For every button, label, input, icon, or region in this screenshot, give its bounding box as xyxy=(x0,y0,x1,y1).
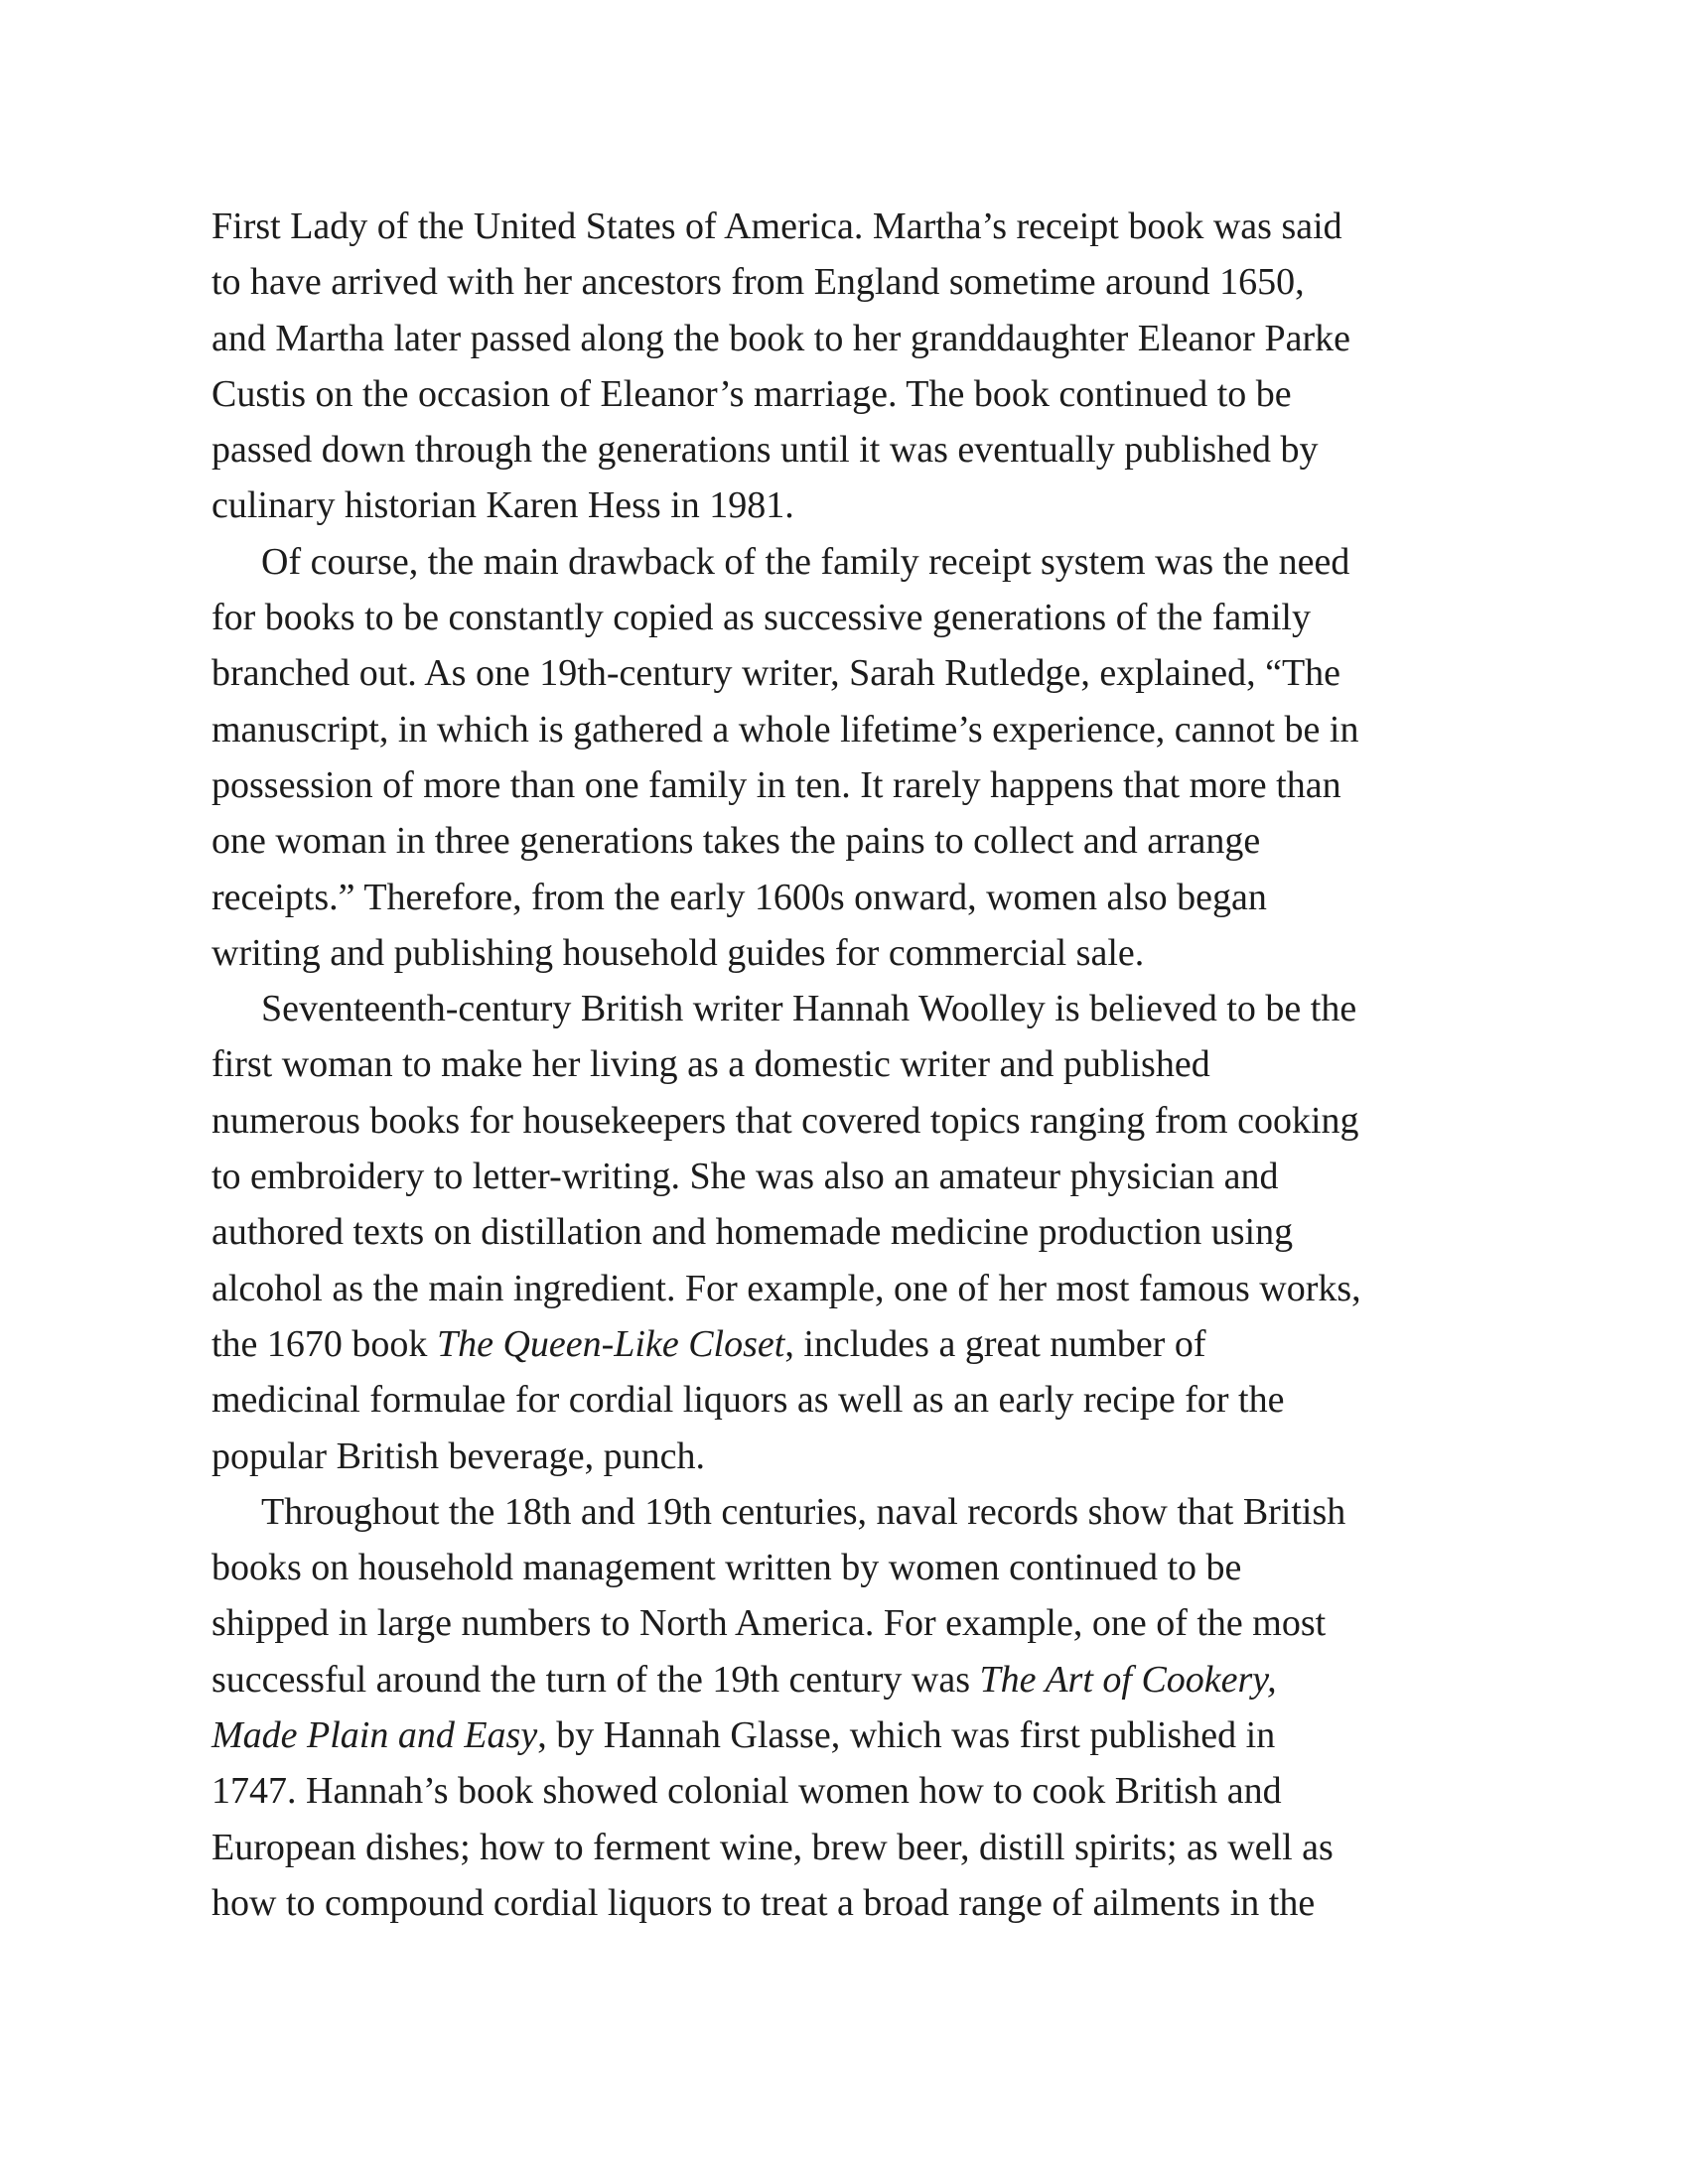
book-title-italic: The Art of Cookery, xyxy=(979,1658,1277,1701)
text-run: authored texts on distillation and homemade medicine production using xyxy=(211,1211,1294,1254)
paragraph xyxy=(211,1484,1492,1931)
text-line xyxy=(211,981,1492,1036)
text-run: alcohol as the main ingredient. For example, one of her most famous works, xyxy=(211,1267,1361,1309)
text-run: possession of more than one family in ten. It rarely happens that more than xyxy=(211,763,1341,806)
text-run: and Martha later passed along the book to her granddaughter Eleanor Parke xyxy=(211,317,1350,359)
text-line xyxy=(211,870,1492,925)
text-line xyxy=(211,254,1492,310)
text-line xyxy=(211,1484,1492,1540)
text-run: to have arrived with her ancestors from England sometime around 1650, xyxy=(211,261,1305,304)
book-title-italic: Made Plain and Easy xyxy=(211,1714,538,1757)
text-line xyxy=(211,311,1492,366)
paragraph xyxy=(211,534,1492,981)
text-run: successful around the turn of the 19th century was xyxy=(211,1658,980,1701)
text-line xyxy=(211,1875,1492,1931)
text-run: Seventeenth-century British writer Hannah Woolley is believed to be the xyxy=(261,988,1357,1030)
text-run: First Lady of the United States of America. Martha’s receipt book was said xyxy=(211,205,1342,247)
text-run: medicinal formulae for cordial liquors as well as an early recipe for the xyxy=(211,1379,1285,1422)
text-run: books on household management written by women continued to be xyxy=(211,1547,1242,1589)
text-line xyxy=(211,478,1492,533)
text-line xyxy=(211,645,1492,701)
text-line xyxy=(211,534,1492,590)
text-line xyxy=(211,1595,1492,1651)
text-line xyxy=(211,1093,1492,1149)
text-run: passed down through the generations until it was eventually published by xyxy=(211,429,1319,472)
text-run: first woman to make her living as a domestic writer and published xyxy=(211,1043,1210,1086)
text-run: manuscript, in which is gathered a whole lifetime’s experience, cannot be in xyxy=(211,708,1359,751)
text-line xyxy=(211,925,1492,981)
text-line xyxy=(211,702,1492,757)
text-line xyxy=(211,1540,1492,1595)
text-line xyxy=(211,757,1492,813)
text-line xyxy=(211,1372,1492,1428)
paragraph xyxy=(211,981,1492,1484)
text-run: how to compound cordial liquors to treat a broad range of ailments in the xyxy=(211,1881,1316,1924)
text-run: the 1670 book xyxy=(211,1322,437,1365)
text-run: Throughout the 18th and 19th centuries, naval records show that British xyxy=(261,1490,1346,1533)
text-run: one woman in three generations takes the pains to collect and arrange xyxy=(211,820,1261,863)
text-line xyxy=(211,1036,1492,1092)
text-run: popular British beverage, punch. xyxy=(211,1434,706,1477)
text-run: numerous books for housekeepers that covered topics ranging from cooking xyxy=(211,1099,1359,1142)
text-run: to embroidery to letter-writing. She was also an amateur physician and xyxy=(211,1156,1279,1198)
text-line xyxy=(211,1820,1492,1875)
text-line xyxy=(211,199,1492,254)
text-line xyxy=(211,1261,1492,1316)
text-line xyxy=(211,590,1492,645)
text-run: for books to be constantly copied as successive generations of the family xyxy=(211,597,1311,639)
text-run: , includes a great number of xyxy=(784,1322,1206,1365)
text-run: shipped in large numbers to North America. For example, one of the most xyxy=(211,1602,1327,1645)
book-title-italic: The Queen-Like Closet xyxy=(436,1322,785,1365)
text-run: branched out. As one 19th-century writer, Sarah Rutledge, explained, “The xyxy=(211,652,1341,695)
body-text xyxy=(211,199,1492,1931)
text-line xyxy=(211,1149,1492,1204)
text-line xyxy=(211,1652,1492,1707)
text-run: Of course, the main drawback of the family receipt system was the need xyxy=(261,540,1350,583)
text-line xyxy=(211,1763,1492,1819)
text-run: receipts.” Therefore, from the early 1600s onward, women also began xyxy=(211,876,1267,918)
text-run: European dishes; how to ferment wine, brew beer, distill spirits; as well as xyxy=(211,1826,1334,1868)
text-line xyxy=(211,1204,1492,1260)
text-line xyxy=(211,1429,1492,1484)
text-run: culinary historian Karen Hess in 1981. xyxy=(211,484,794,527)
text-line xyxy=(211,366,1492,422)
text-line xyxy=(211,1316,1492,1372)
text-run: 1747. Hannah’s book showed colonial women how to cook British and xyxy=(211,1770,1282,1813)
text-line xyxy=(211,1707,1492,1763)
text-run: , by Hannah Glasse, which was first published in xyxy=(537,1714,1276,1757)
text-line xyxy=(211,422,1492,478)
text-run: Custis on the occasion of Eleanor’s marriage. The book continued to be xyxy=(211,372,1292,415)
text-run: writing and publishing household guides for commercial sale. xyxy=(211,931,1145,974)
paragraph xyxy=(211,199,1492,534)
text-line xyxy=(211,813,1492,869)
